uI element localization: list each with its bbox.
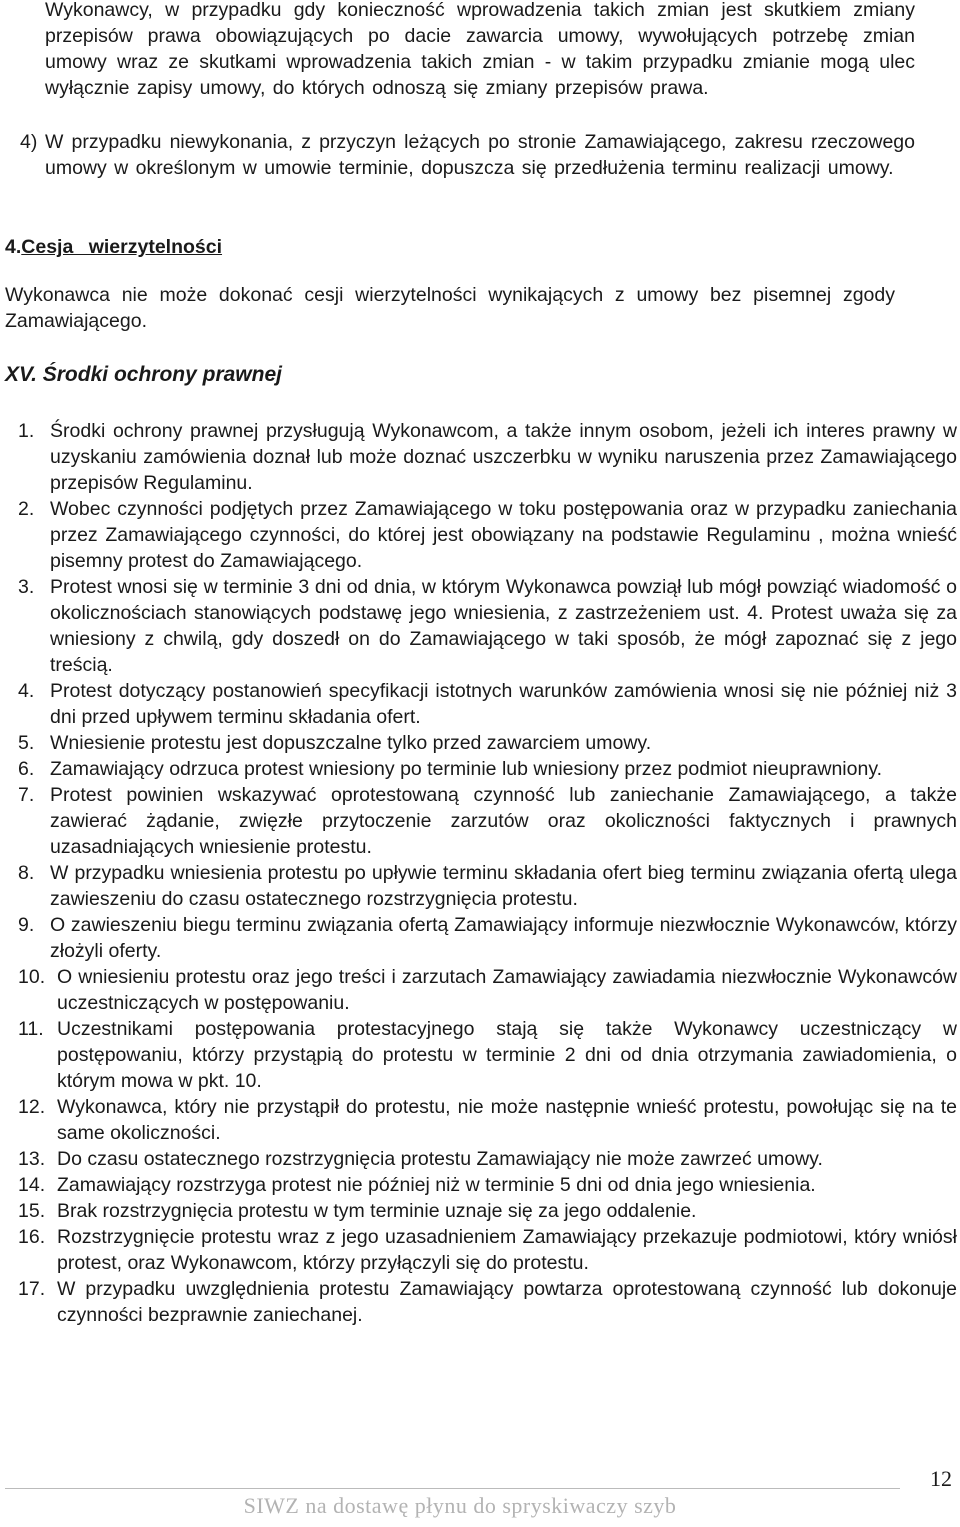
list-item-number: 6.: [18, 758, 35, 780]
list-item: [5, 782, 957, 860]
section-number: 4.: [5, 236, 22, 258]
list-item-number: 17.: [18, 1278, 46, 1300]
list-item-number: 7.: [18, 784, 35, 806]
list-item-text: Wobec czynności podjętych przez Zamawiającego w toku postępowania oraz w przypadku zaniechania przez Zamawiającego czynności, do której jest obowiązany na podstawie Regulaminu , można wnieść pisemny protest do Zamawiającego.: [50, 498, 957, 572]
list-item-number: 9.: [18, 914, 35, 936]
list-item-text: Brak rozstrzygnięcia protestu w tym terminie uznaje się za jego oddalenie.: [57, 1200, 697, 1222]
list-item-number: 13.: [18, 1148, 46, 1170]
list-item-text: Rozstrzygnięcie protestu wraz z jego uzasadnieniem Zamawiający przekazuje podmiotowi, który wniósł protest, oraz Wykonawcom, którzy przyłączyli się do protestu.: [57, 1226, 957, 1274]
list-item-number: 14.: [18, 1174, 46, 1196]
list-item: [5, 574, 957, 678]
list-item-text: Zamawiający rozstrzyga protest nie później niż w terminie 5 dni od dnia jego wniesienia.: [57, 1174, 816, 1196]
list-item-text: Wykonawca, który nie przystąpił do protestu, nie może następnie wnieść protestu, powołując się na te same okoliczności.: [57, 1096, 957, 1144]
list-item: [5, 860, 957, 912]
list-item-text: O zawieszeniu biegu terminu związania ofertą Zamawiający informuje niezwłocznie Wykonawców, którzy złożyli oferty.: [50, 914, 957, 962]
list-item-text: Środki ochrony prawnej przysługują Wykonawcom, a także innym osobom, jeżeli ich interes prawny w uzyskaniu zamówienia doznał lub może doznać uszczerbku w wyniku naruszenia przez Zamawiającego przepisów Regulaminu.: [50, 420, 957, 494]
list-item-text: Protest dotyczący postanowień specyfikacji istotnych warunków zamówienia wnosi się nie później niż 3 dni przed upływem terminu składania ofert.: [50, 680, 957, 728]
page-number: 12: [930, 1466, 952, 1491]
clause-text: W przypadku niewykonania, z przyczyn leżących po stronie Zamawiającego, zakresu rzeczowego umowy w określonym w umowie terminie, dopuszcza się przedłużenia terminu realizacji umowy.: [45, 131, 915, 179]
list-item: [5, 1276, 957, 1328]
list-item-text: W przypadku uwzględnienia protestu Zamawiający powtarza oprotestowaną czynność lub dokonuje czynności bezprawnie zaniechanej.: [57, 1278, 957, 1326]
list-item: [5, 1094, 957, 1146]
list-item: [5, 418, 957, 496]
list-item-number: 16.: [18, 1226, 46, 1248]
list-item: [5, 1224, 957, 1276]
list-item-number: 3.: [18, 576, 35, 598]
section-title: Cesja wierzytelności: [21, 236, 223, 258]
list-item: [5, 730, 957, 756]
list-item-text: Protest powinien wskazywać oprotestowaną czynność lub zaniechanie Zamawiającego, a także zawierać żądanie, zwięzłe przytoczenie zarzutów oraz okoliczności faktycznych i prawnych uzasadniających wniesienie protestu.: [50, 784, 957, 858]
list-item-number: 8.: [18, 862, 35, 884]
list-item-number: 10.: [18, 966, 46, 988]
list-item-number: 11.: [18, 1018, 44, 1040]
list-item-number: 4.: [18, 680, 35, 702]
list-item-number: 12.: [18, 1096, 46, 1118]
list-item-text: Do czasu ostatecznego rozstrzygnięcia protestu Zamawiający nie może zawrzeć umowy.: [57, 1148, 823, 1170]
footer-divider: [5, 1488, 900, 1489]
cesja-paragraph: Wykonawca nie może dokonać cesji wierzytelności wynikających z umowy bez pisemnej zgody Zamawiającego.: [5, 284, 895, 332]
list-item: [5, 1146, 957, 1172]
list-item-text: Uczestnikami postępowania protestacyjnego stają się także Wykonawcy uczestniczący w postępowaniu, którzy przystąpią do protestu w terminie 2 dni od dnia otrzymania zawiadomienia, o którym mowa w pkt. 10.: [57, 1018, 957, 1092]
list-item-number: 15.: [18, 1200, 46, 1222]
list-item: [5, 1198, 957, 1224]
legal-remedies-list: [5, 418, 957, 1328]
section-heading-xv: XV. Środki ochrony prawnej: [5, 363, 282, 386]
list-item-text: O wniesieniu protestu oraz jego treści i zarzutach Zamawiający zawiadamia niezwłocznie Wykonawców uczestniczących w postępowaniu.: [57, 966, 957, 1014]
list-item: [5, 912, 957, 964]
list-item-text: Protest wnosi się w terminie 3 dni od dnia, w którym Wykonawca powziął lub mógł powziąć wiadomość o okolicznościach stanowiących podstawę jego wniesienia, z zastrzeżeniem ust. 4. Protest uważa się za wniesiony z chwilą, gdy doszedł on do Zamawiającego w taki sposób, że mógł zapoznać się z jego treścią.: [50, 576, 957, 676]
list-item-text: Wniesienie protestu jest dopuszczalne tylko przed zawarciem umowy.: [50, 732, 652, 754]
list-item: [5, 964, 957, 1016]
list-item-number: 2.: [18, 498, 35, 520]
list-item: [5, 756, 957, 782]
footer-title: SIWZ na dostawę płynu do spryskiwaczy szyb: [243, 1493, 677, 1518]
list-item: [5, 678, 957, 730]
list-item-text: W przypadku wniesienia protestu po upływie terminu składania ofert bieg terminu związania ofertą ulega zawieszeniu do czasu ostatecznego rozstrzygnięcia protestu.: [50, 862, 957, 910]
list-item: [5, 1016, 957, 1094]
list-item-number: 1.: [18, 420, 35, 442]
clause-item-4: [5, 129, 915, 181]
list-item-number: 5.: [18, 732, 35, 754]
section-heading-cesja: [5, 234, 222, 260]
continuation-paragraph: Wykonawcy, w przypadku gdy konieczność wprowadzenia takich zmian jest skutkiem zmiany przepisów prawa obowiązujących po dacie zawarcia umowy, wywołujących potrzebę zmian umowy wraz ze skutkami wprowadzenia takich zmian - w takim przypadku zmianie mogą ulec wyłącznie zapisy umowy, do których odnoszą się zmiany przepisów prawa.: [45, 0, 915, 99]
list-item-text: Zamawiający odrzuca protest wniesiony po terminie lub wniesiony przez podmiot nieuprawniony.: [50, 758, 883, 780]
list-item: [5, 496, 957, 574]
list-item: [5, 1172, 957, 1198]
clause-number: 4): [20, 131, 38, 153]
